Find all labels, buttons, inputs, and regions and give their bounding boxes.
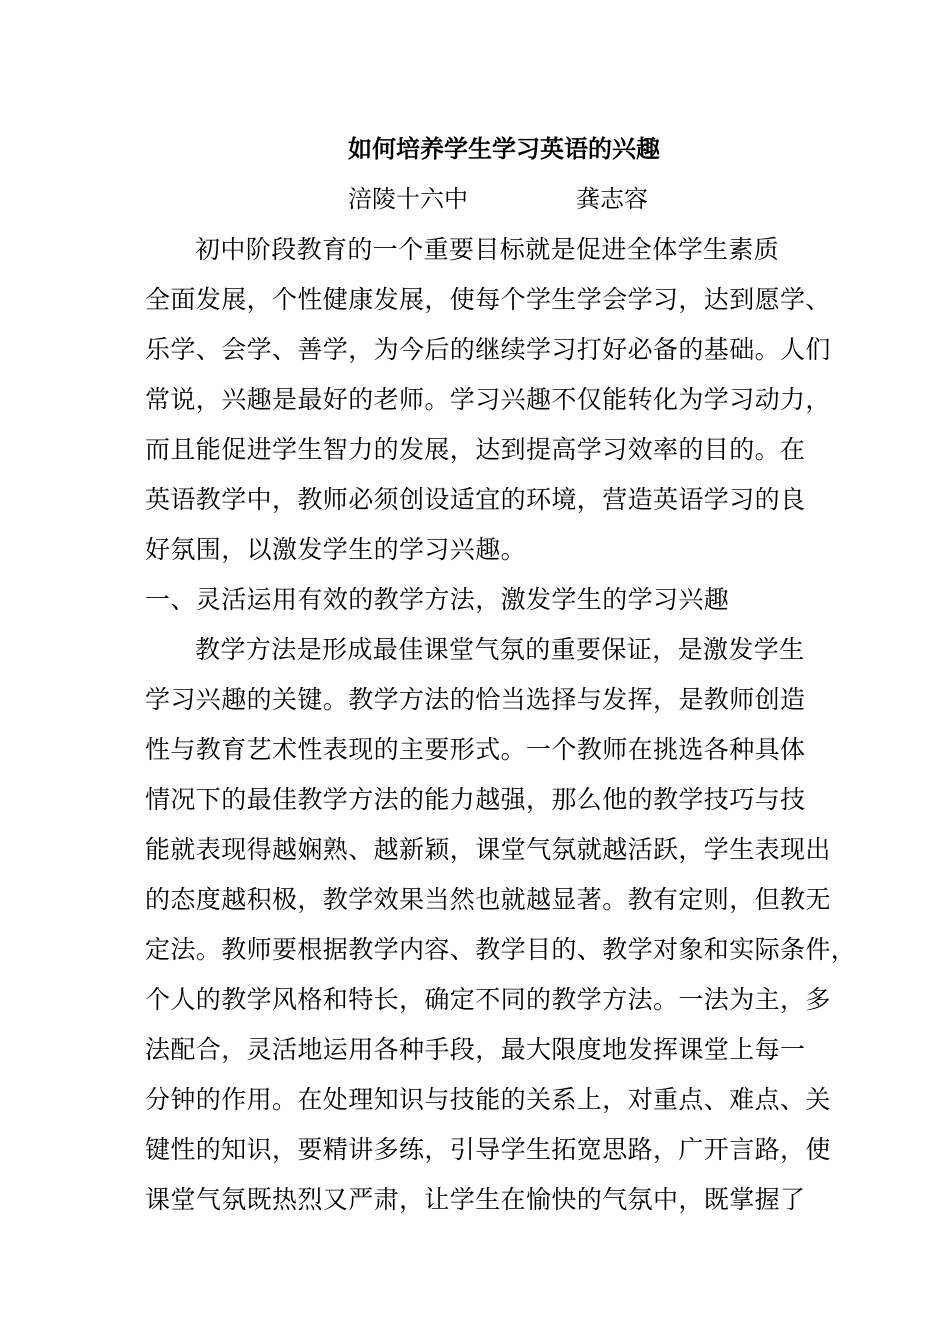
school-name: 涪陵十六中 xyxy=(348,185,468,213)
paragraph-line: 情况下的最佳教学方法的能力越强，那么他的教学技巧与技 xyxy=(145,785,806,814)
paragraph-line: 全面发展，个性健康发展，使每个学生学会学习，达到愿学、 xyxy=(145,285,831,314)
paragraph-line: 学习兴趣的关键。教学方法的恰当选择与发挥，是教师创造 xyxy=(145,685,806,714)
paragraph-line: 法配合，灵活地运用各种手段，最大限度地发挥课堂上每一 xyxy=(145,1035,806,1064)
paragraph-line: 个人的教学风格和特长，确定不同的教学方法。一法为主，多 xyxy=(145,985,831,1014)
paragraph-line: 而且能促进学生智力的发展，达到提高学习效率的目的。在 xyxy=(145,435,806,464)
paragraph-line: 定法。教师要根据教学内容、教学目的、教学对象和实际条件， xyxy=(145,935,857,964)
section-heading: 一、灵活运用有效的教学方法，激发学生的学习兴趣 xyxy=(145,585,730,614)
paragraph-line: 能就表现得越娴熟、越新颖，课堂气氛就越活跃，学生表现出 xyxy=(145,835,831,864)
paragraph-line: 好氛围，以激发学生的学习兴趣。 xyxy=(145,535,527,564)
paragraph-line: 性与教育艺术性表现的主要形式。一个教师在挑选各种具体 xyxy=(145,735,806,764)
document-title: 如何培养学生学习英语的兴趣 xyxy=(348,134,660,163)
paragraph-line: 英语教学中，教师必须创设适宜的环境，营造英语学习的良 xyxy=(145,485,806,514)
paragraph-line: 初中阶段教育的一个重要目标就是促进全体学生素质 xyxy=(195,235,780,264)
paragraph-line: 键性的知识，要精讲多练，引导学生拓宽思路，广开言路，使 xyxy=(145,1135,831,1164)
paragraph-line: 分钟的作用。在处理知识与技能的关系上，对重点、难点、关 xyxy=(145,1085,831,1114)
paragraph-line: 乐学、会学、善学，为今后的继续学习打好必备的基础。人们 xyxy=(145,335,831,364)
paragraph-line: 教学方法是形成最佳课堂气氛的重要保证，是激发学生 xyxy=(195,635,805,664)
document-body xyxy=(145,230,857,1230)
paragraph-line: 的态度越积极，教学效果当然也就越显著。教有定则，但教无 xyxy=(145,885,831,914)
paragraph-line: 课堂气氛既热烈又严肃，让学生在愉快的气氛中，既掌握了 xyxy=(145,1185,806,1214)
paragraph-line: 常说，兴趣是最好的老师。学习兴趣不仅能转化为学习动力， xyxy=(145,385,831,414)
author-name: 龚志容 xyxy=(576,185,648,213)
